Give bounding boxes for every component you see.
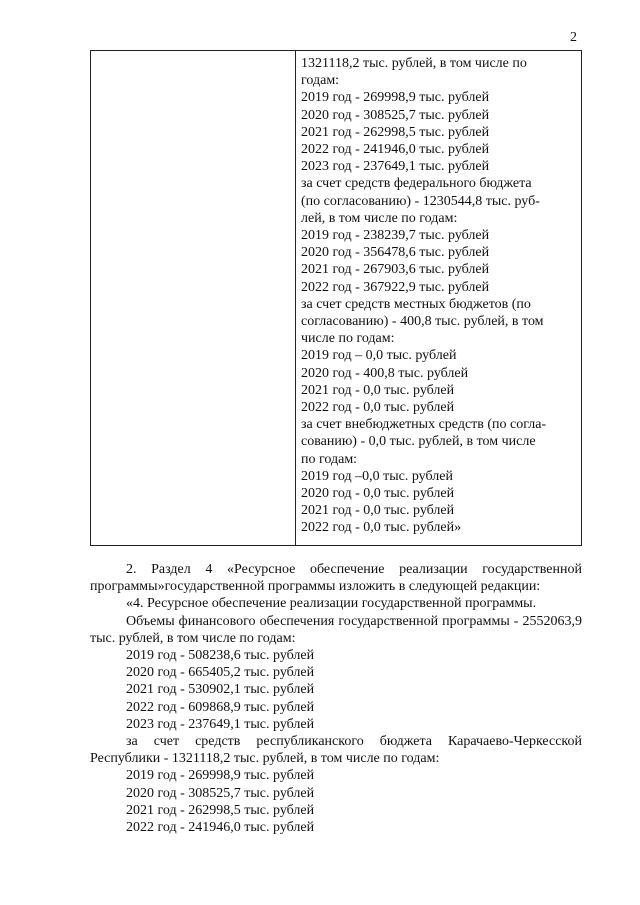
table-line: лей, в том числе по годам:	[301, 210, 458, 226]
table-line: 2019 год - 238239,7 тыс. рублей	[301, 228, 490, 244]
year-line: 2022 год - 609868,9 тыс. рублей	[126, 699, 315, 715]
table-line: за счет средств местных бюджетов (по	[301, 296, 531, 312]
table-line: 2019 год - 269998,9 тыс. рублей	[301, 90, 490, 106]
year-line: 2022 год - 241946,0 тыс. рублей	[126, 820, 315, 836]
table-line: годам:	[301, 73, 340, 89]
year-line: 2023 год - 237649,1 тыс. рублей	[126, 716, 315, 732]
paragraph-total-funding: Объемы финансового обеспечения государственной программы - 2552063,9 тыс. рублей, в том числе по годам:	[90, 613, 582, 646]
body-text	[90, 561, 582, 836]
table-line: 2022 год - 0,0 тыс. рублей	[301, 400, 455, 416]
table-line: по годам:	[301, 451, 358, 467]
table-line: 2020 год - 308525,7 тыс. рублей	[301, 107, 490, 123]
year-line: 2020 год - 308525,7 тыс. рублей	[126, 785, 315, 801]
table-line: согласованию) - 400,8 тыс. рублей, в том	[301, 314, 544, 330]
table-line: 2022 год - 241946,0 тыс. рублей	[301, 142, 490, 158]
paragraph-section-4: 2. Раздел 4 «Ресурсное обеспечение реализации государственной программы»государственной программы изложить в следующей редакции:	[90, 562, 582, 595]
table-line: 1321118,2 тыс. рублей, в том числе по	[301, 56, 527, 71]
table-line: числе по годам:	[301, 331, 395, 347]
year-line: 2021 год - 262998,5 тыс. рублей	[126, 802, 315, 818]
table-line: за счет внебюджетных средств (по согла-	[301, 417, 547, 433]
year-line: 2019 год - 508238,6 тыс. рублей	[126, 648, 315, 664]
year-line: 2021 год - 530902,1 тыс. рублей	[126, 682, 315, 698]
funding-table	[90, 50, 582, 546]
table-right-cell	[301, 55, 577, 537]
table-line: 2021 год - 0,0 тыс. рублей	[301, 382, 455, 398]
table-line: (по согласованию) - 1230544,8 тыс. руб-	[301, 193, 540, 209]
paragraph-republic-budget: за счет средств республиканского бюджета Карачаево-Черкесской Республики - 1321118,2 тыс. рублей, в том числе по годам:	[90, 734, 582, 767]
table-line: 2020 год - 0,0 тыс. рублей	[301, 486, 455, 502]
table-line: 2019 год –0,0 тыс. рублей	[301, 468, 453, 484]
table-left-cell	[91, 51, 296, 545]
page-number: 2	[570, 30, 577, 45]
table-line: за счет средств федерального бюджета	[301, 176, 532, 192]
table-line: 2020 год - 356478,6 тыс. рублей	[301, 245, 490, 261]
table-line: 2020 год - 400,8 тыс. рублей	[301, 365, 469, 381]
year-line: 2019 год - 269998,9 тыс. рублей	[126, 768, 315, 784]
table-line: 2021 год - 0,0 тыс. рублей	[301, 503, 455, 519]
table-line: 2022 год - 367922,9 тыс. рублей	[301, 279, 490, 295]
table-line: сованию) - 0,0 тыс. рублей, в том числе	[301, 434, 536, 450]
table-line: 2023 год - 237649,1 тыс. рублей	[301, 159, 490, 175]
paragraph-section-title: «4. Ресурсное обеспечение реализации государственной программы.	[126, 596, 537, 612]
table-line: 2021 год - 267903,6 тыс. рублей	[301, 262, 490, 278]
year-line: 2020 год - 665405,2 тыс. рублей	[126, 665, 315, 681]
table-line: 2022 год - 0,0 тыс. рублей»	[301, 520, 462, 536]
table-line: 2019 год – 0,0 тыс. рублей	[301, 348, 457, 364]
table-line: 2021 год - 262998,5 тыс. рублей	[301, 124, 490, 140]
